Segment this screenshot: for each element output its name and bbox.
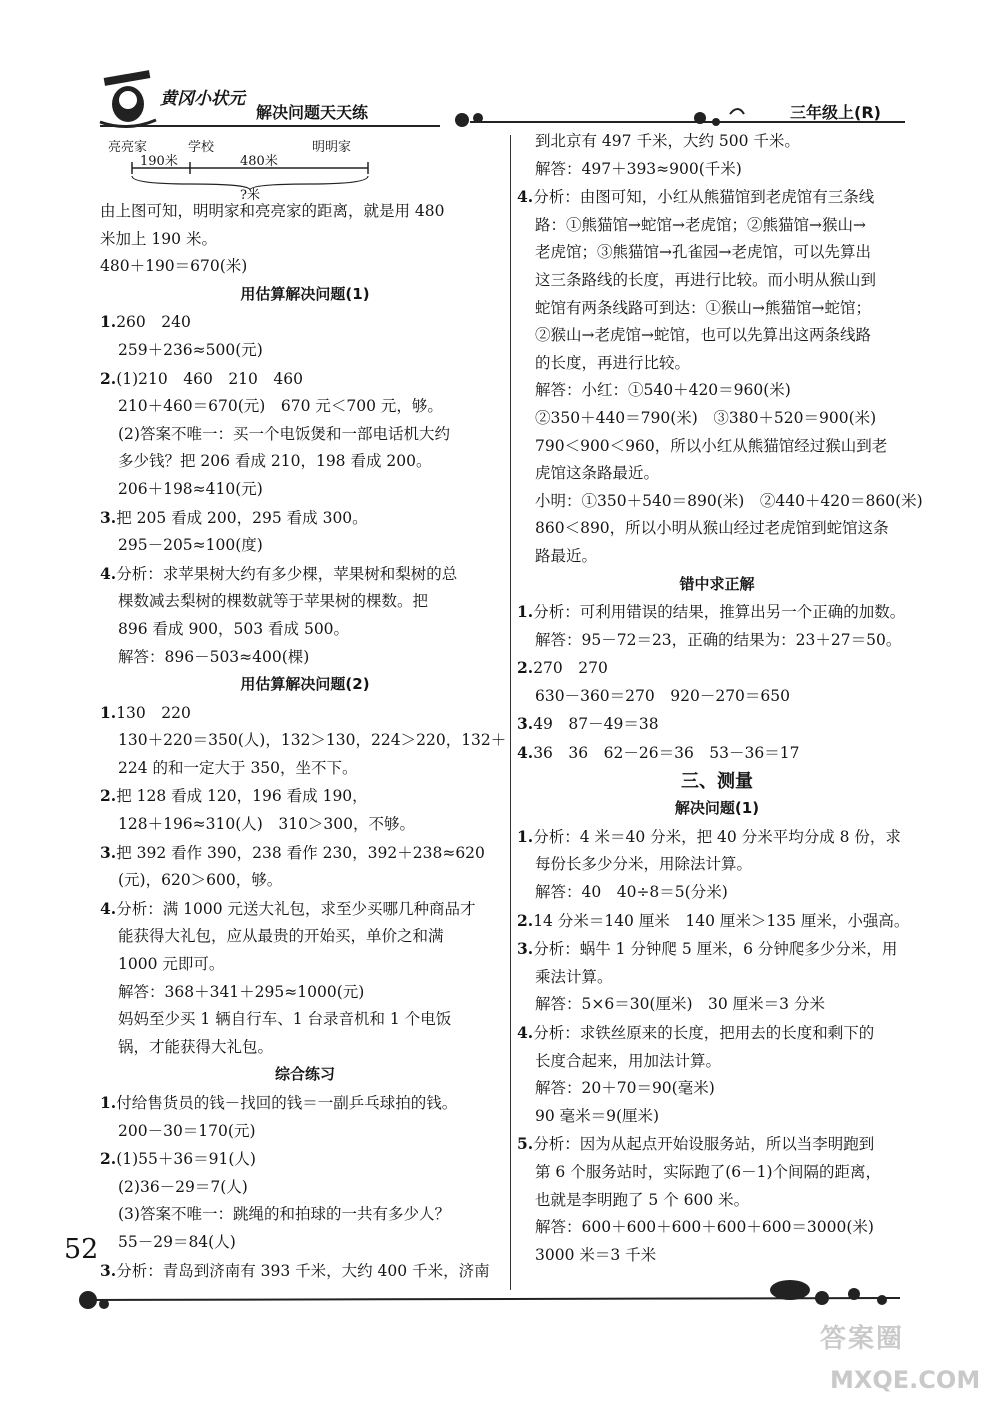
answer-line <box>100 839 510 868</box>
answer-text: 解答：40 40÷8＝5(分米) <box>535 883 728 902</box>
answer-line <box>517 212 917 240</box>
answer-text: 能获得大礼包，应从最贵的开始买，单价之和满 <box>118 927 444 946</box>
answer-text: 128＋196≈310(人) 310＞300，不够。 <box>118 815 416 834</box>
answer-line <box>517 543 917 571</box>
answer-text: 860＜890，所以小明从猴山经过老虎馆到蛇馆这条 <box>535 519 889 538</box>
answer-text: 解答：896－503≈400(棵) <box>118 647 310 666</box>
answer-line <box>100 532 510 560</box>
answer-line <box>517 879 917 907</box>
answer-line <box>100 365 510 394</box>
answer-line <box>100 867 510 895</box>
answer-text: 分析：由图可知，小红从熊猫馆到老虎馆有三条线 <box>533 188 875 207</box>
answer-line <box>517 598 917 627</box>
diagram-label-liangliang: 亮亮家 <box>108 140 148 155</box>
answer-text: 到北京有 497 千米，大约 500 千米。 <box>535 132 800 150</box>
answer-line <box>517 1130 917 1159</box>
answer-line <box>517 295 917 323</box>
answer-text: 也就是李明跑了 5 个 600 米。 <box>535 1190 750 1209</box>
answer-line <box>100 699 510 728</box>
answer-line <box>517 1048 917 1076</box>
answer-line <box>517 350 917 378</box>
answer-line <box>517 515 917 543</box>
answer-line <box>517 907 917 936</box>
answer-line <box>100 951 510 979</box>
answer-text: 棵数减去梨树的棵数就等于苹果树的棵数。把 <box>118 592 429 611</box>
answer-text: 把 205 看成 200，295 看成 300。 <box>116 508 368 527</box>
answer-text: 第 6 个服务站时，实际跑了(6－1)个间隔的距离， <box>535 1162 882 1181</box>
answer-text: 多少钱？把 206 看成 210，198 看成 200。 <box>118 452 432 471</box>
answer-text: 分析：求铁丝原来的长度，把用去的长度和剩下的 <box>533 1024 875 1042</box>
section-title-estimation-1: 用估算解决问题(1) <box>240 284 370 303</box>
answer-line <box>517 267 917 295</box>
left-column <box>100 128 510 1285</box>
question-number: 5. <box>517 1134 534 1154</box>
answer-line <box>100 923 510 951</box>
answer-line <box>100 727 510 755</box>
question-number: 3. <box>100 1260 117 1280</box>
answer-line <box>100 421 510 449</box>
answer-text: 这三条路线的长度，再进行比较。而小明从猴山到 <box>535 270 877 289</box>
grade-label: 三年级上(R) <box>790 103 881 122</box>
answer-line <box>100 1034 510 1062</box>
question-number: 2. <box>517 910 534 930</box>
answer-text: 130＋220＝350(人)，132＞130，224＞220，132＋ <box>118 731 507 750</box>
answer-line <box>517 1103 917 1131</box>
answer-line <box>517 710 917 739</box>
chapter-title-measurement: 三、测量 <box>681 770 753 792</box>
answer-text: 36 36 62－26＝36 53－36＝17 <box>533 744 800 763</box>
answer-line <box>517 627 917 655</box>
answer-text: 解答：小红：①540＋420＝960(米) <box>535 381 791 400</box>
answer-line <box>100 393 510 421</box>
question-number: 4. <box>517 187 534 207</box>
answer-line <box>517 851 917 879</box>
answer-text: 蛇馆有两条线路可到达：①猴山→熊猫馆→蛇馆； <box>535 298 871 317</box>
answer-line <box>517 156 917 184</box>
answer-line <box>517 683 917 711</box>
answer-line <box>100 588 510 616</box>
answer-line <box>100 895 510 924</box>
brand-name: 黄冈小状元 <box>160 89 245 109</box>
answer-line <box>100 1118 510 1146</box>
answer-text: 分析：求苹果树大约有多少棵，苹果树和梨树的总 <box>116 564 458 583</box>
answer-text: 130 220 <box>116 703 191 722</box>
answer-text: (元)，620＞600，够。 <box>118 871 283 890</box>
watermark-url: MXQE.COM <box>830 1366 981 1394</box>
answer-text: 虎馆这条路最近。 <box>535 464 660 483</box>
answer-line <box>517 739 917 768</box>
answer-text: (2)答案不唯一：买一个电饭煲和一部电话机大约 <box>118 424 450 443</box>
answer-line <box>100 1174 510 1202</box>
answer-line <box>100 560 510 589</box>
answer-line <box>517 128 917 156</box>
diagram-total-label: ?米 <box>240 188 260 203</box>
watermark-logo: 答案圈 <box>820 1324 905 1354</box>
answer-text: 老虎馆；③熊猫馆→孔雀园→老虎馆，可以先算出 <box>535 243 871 262</box>
intro-line: 米加上 190 米。 <box>100 229 217 248</box>
answer-text: ②猴山→老虎馆→蛇馆，也可以先算出这两条线路 <box>535 326 871 345</box>
answer-line <box>517 377 917 405</box>
question-number: 1. <box>100 312 117 332</box>
answer-line <box>517 823 917 852</box>
diagram-label-mingming: 明明家 <box>312 140 352 155</box>
answer-text: (1)210 460 210 460 <box>116 369 303 388</box>
question-number: 3. <box>100 842 117 862</box>
question-number: 2. <box>517 658 534 678</box>
answer-line <box>100 448 510 476</box>
answer-line <box>100 1089 510 1118</box>
answer-text: 分析：4 米＝40 分米，把 40 分米平均分成 8 份，求 <box>533 827 901 846</box>
answer-line <box>517 964 917 992</box>
answer-line <box>100 504 510 533</box>
section-title-estimation-2: 用估算解决问题(2) <box>240 675 370 694</box>
answer-text: 路：①熊猫馆→蛇馆→老虎馆；②熊猫馆→猴山→ <box>535 215 866 234</box>
answer-line <box>100 979 510 1007</box>
answer-line <box>100 1006 510 1034</box>
answer-text: 14 分米＝140 厘米 140 厘米＞135 厘米，小强高。 <box>533 911 910 930</box>
question-number: 1. <box>517 602 534 622</box>
answer-text: 每份长多少分米，用除法计算。 <box>535 855 753 874</box>
answer-text: 210＋460＝670(元) 670 元＜700 元，够。 <box>118 397 443 416</box>
distance-diagram <box>100 128 510 203</box>
answer-text: 解答：600＋600＋600＋600＋600＝3000(米) <box>535 1218 874 1237</box>
answer-line <box>100 1201 510 1229</box>
answer-text: 把 392 看作 390，238 看作 230，392＋238≈620 <box>116 843 485 862</box>
answer-text: 分析：因为从起点开始设服务站，所以当李明跑到 <box>533 1135 875 1154</box>
diagram-line-icon <box>130 158 390 208</box>
answer-text: 付给售货员的钱－找回的钱＝一副乒乓球拍的钱。 <box>116 1094 458 1112</box>
intro-line: 480＋190＝670(米) <box>100 257 248 276</box>
question-number: 4. <box>517 1023 534 1042</box>
question-number: 2. <box>100 786 117 806</box>
answer-text: 锅，才能获得大礼包。 <box>118 1037 274 1056</box>
column-divider <box>510 135 511 1290</box>
answer-text: 小明：①350＋540＝890(米) ②440＋420＝860(米) <box>535 491 923 510</box>
answer-line <box>517 1187 917 1215</box>
diagram-seg1-label: 190米 <box>140 154 178 169</box>
section-title-comprehensive: 综合练习 <box>274 1065 335 1084</box>
answer-text: 把 128 看成 120，196 看成 190， <box>116 787 368 806</box>
diagram-label-school: 学校 <box>188 140 215 155</box>
mascot-icon <box>100 70 156 126</box>
answer-line <box>517 183 917 212</box>
question-number: 1. <box>517 826 534 846</box>
answer-text: 49 87－49＝38 <box>533 715 659 734</box>
answer-line <box>100 308 510 337</box>
answer-text: 解答：497＋393≈900(千米) <box>535 159 742 178</box>
question-number: 1. <box>100 1093 117 1112</box>
answer-text: 206＋198≈410(元) <box>118 479 263 498</box>
answer-text: 妈妈至少买 1 辆自行车、1 台录音机和 1 个电饭 <box>118 1010 452 1029</box>
answer-text: 200－30＝170(元) <box>118 1121 256 1140</box>
intro-line: 由上图可知，明明家和亮亮家的距离，就是用 480 <box>100 202 445 220</box>
answer-line <box>100 616 510 644</box>
answer-line <box>517 488 923 516</box>
answer-text: 解答：5×6＝30(厘米) 30 厘米＝3 分米 <box>535 995 825 1014</box>
question-number: 2. <box>100 368 117 388</box>
answer-text: (2)36－29＝7(人) <box>118 1177 248 1196</box>
question-number: 3. <box>100 507 117 527</box>
answer-text: (1)55＋36＝91(人) <box>116 1150 256 1169</box>
answer-text: 长度合起来，用加法计算。 <box>535 1051 722 1070</box>
answer-text: 1000 元即可。 <box>118 955 225 974</box>
answer-text: 路最近。 <box>535 546 598 565</box>
answer-text: 分析：蜗牛 1 分钟爬 5 厘米，6 分钟爬多少分米，用 <box>533 940 898 959</box>
page-number: 52 <box>64 1234 99 1265</box>
answer-text: 270 270 <box>533 659 608 678</box>
question-number: 3. <box>517 714 534 734</box>
answer-line <box>517 1075 917 1103</box>
section-title-problem-solving-1: 解决问题(1) <box>674 799 760 818</box>
answer-line <box>100 755 510 783</box>
answer-line <box>100 811 510 839</box>
question-number: 4. <box>100 898 117 918</box>
question-number: 4. <box>100 563 117 583</box>
question-number: 3. <box>517 939 534 959</box>
answer-text: 260 240 <box>116 313 191 332</box>
answer-line <box>517 935 917 964</box>
answer-text: 分析：可利用错误的结果，推算出另一个正确的加数。 <box>533 603 906 622</box>
answer-text: 224 的和一定大于 350，坐不下。 <box>118 758 358 777</box>
answer-line <box>517 405 917 433</box>
answer-line <box>100 476 510 504</box>
answer-text: 3000 米＝3 千米 <box>535 1245 657 1264</box>
answer-text: (3)答案不唯一：跳绳的和拍球的一共有多少人？ <box>118 1205 450 1224</box>
answer-text: 分析：青岛到济南有 393 千米，大约 400 千米，济南 <box>116 1261 490 1280</box>
answer-line <box>517 433 917 461</box>
answer-text: 90 毫米＝9(厘米) <box>535 1106 660 1125</box>
answer-line <box>517 991 917 1019</box>
answer-text: 295－205≈100(度) <box>118 536 263 555</box>
answer-line <box>517 1019 917 1048</box>
answer-line <box>517 239 917 267</box>
answer-line <box>100 782 510 811</box>
answer-text: 解答：368＋341＋295≈1000(元) <box>118 982 365 1001</box>
answer-line <box>100 337 510 365</box>
answer-text: 896 看成 900，503 看成 500。 <box>118 619 350 638</box>
question-number: 4. <box>517 743 534 763</box>
answer-text: 乘法计算。 <box>535 967 613 986</box>
page-header <box>0 0 1000 140</box>
answer-text: 630－360＝270 920－270＝650 <box>535 686 791 705</box>
answer-text: 55－29＝84(人) <box>118 1232 236 1251</box>
answer-text: 分析：满 1000 元送大礼包，求至少买哪几种商品才 <box>116 899 476 918</box>
answer-line <box>517 322 917 350</box>
diagram-seg2-label: 480米 <box>240 154 278 169</box>
right-column <box>517 128 923 1269</box>
answer-text: 解答：95－72＝23，正确的结果为：23＋27＝50。 <box>535 630 902 649</box>
answer-text: 解答：20＋70＝90(毫米) <box>535 1079 715 1098</box>
answer-line <box>517 654 917 683</box>
answer-text: 的长度，再进行比较。 <box>535 353 691 372</box>
series-title: 解决问题天天练 <box>256 103 369 122</box>
answer-line <box>517 1159 917 1187</box>
answer-text: 259＋236≈500(元) <box>118 340 263 359</box>
answer-line <box>517 460 917 488</box>
answer-line <box>100 1145 510 1174</box>
answer-text: 790＜900＜960，所以小红从熊猫馆经过猴山到老 <box>535 436 888 455</box>
question-number: 2. <box>100 1149 117 1169</box>
answer-line <box>100 644 510 672</box>
section-title-error-correction: 错中求正解 <box>679 574 755 593</box>
answer-text: ②350＋440＝790(米) ③380＋520＝900(米) <box>535 408 877 427</box>
answer-line <box>517 1214 917 1242</box>
question-number: 1. <box>100 702 117 722</box>
